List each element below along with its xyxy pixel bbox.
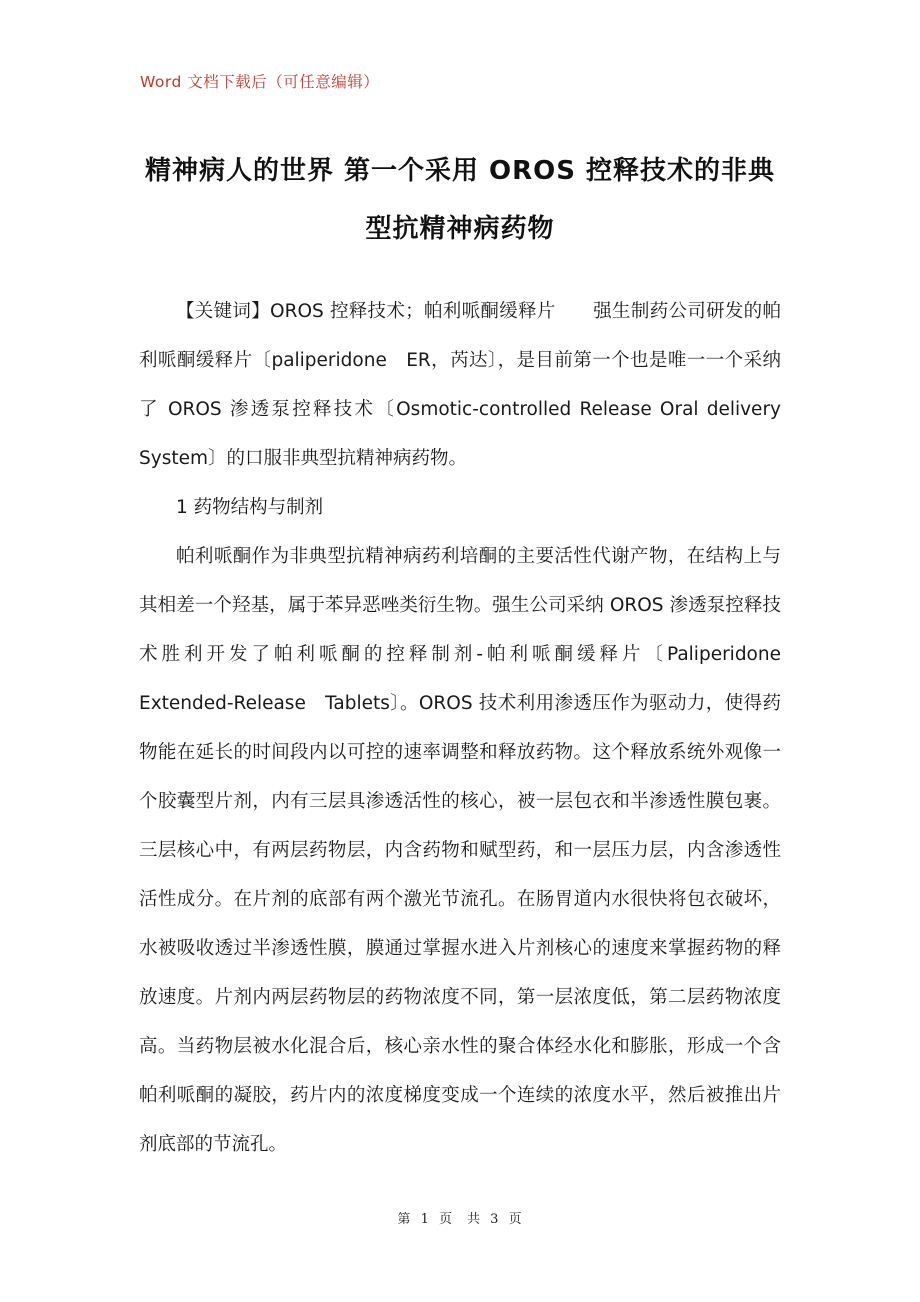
download-note: Word 文档下载后（可任意编辑） [140,73,380,91]
title-line-1: 精神病人的世界 第一个采用 OROS 控释技术的非典 [144,156,776,186]
keywords-paragraph: 【关键词】OROS 控释技术；帕利哌酮缓释片 强生制药公司研发的帕利哌酮缓释片〔paliperidone ER，芮达〕，是目前第一个也是唯一一个采纳了 OROS 渗透泵控释技术〔Osmotic-controlled Release Oral delivery System〕的口服非典型抗精神病药物。 [139,301,781,469]
footer-page-number: 1 [420,1212,430,1227]
body-paragraph: 帕利哌酮作为非典型抗精神病药利培酮的主要活性代谢产物，在结构上与其相差一个羟基，属于苯异恶唑类衍生物。强生公司采纳 OROS 渗透泵控释技术胜利开发了帕利哌酮的控释制剂-帕利哌酮缓释片〔Paliperidone Extended-Release Tablets〕。OROS 技术利用渗透压作为驱动力，使得药物能在延长的时间段内以可控的速率调整和释放药物。这个释放系统外观像一个胶囊型片剂，内有三层具渗透活性的核心，被一层包衣和半渗透性膜包裹。三层核心中，有两层药物层，内含药物和赋型药，和一层压力层，内含渗透性活性成分。在片剂的底部有两个激光节流孔。在肠胃道内水很快将包衣破坏，水被吸收透过半渗透性膜，膜通过掌握水进入片剂核心的速度来掌握药物的释放速度。片剂内两层药物层的药物浓度不同，第一层浓度低，第二层药物浓度高。当药物层被水化混合后，核心亲水性的聚合体经水化和膨胀，形成一个含帕利哌酮的凝胶，药片内的浓度梯度变成一个连续的浓度水平，然后被推出片剂底部的节流孔。 [139,546,800,1155]
title-line-2: 型抗精神病药物 [365,214,555,244]
footer-prefix: 第 [397,1212,412,1227]
footer-total-pages: 3 [490,1212,500,1227]
footer-middle: 页 共 [438,1212,481,1227]
section-heading: 1 药物结构与制剂 [176,497,324,518]
page-footer [0,1208,920,1227]
footer-suffix: 页 [508,1212,523,1227]
document-body [139,287,800,1169]
document-title [130,142,790,258]
